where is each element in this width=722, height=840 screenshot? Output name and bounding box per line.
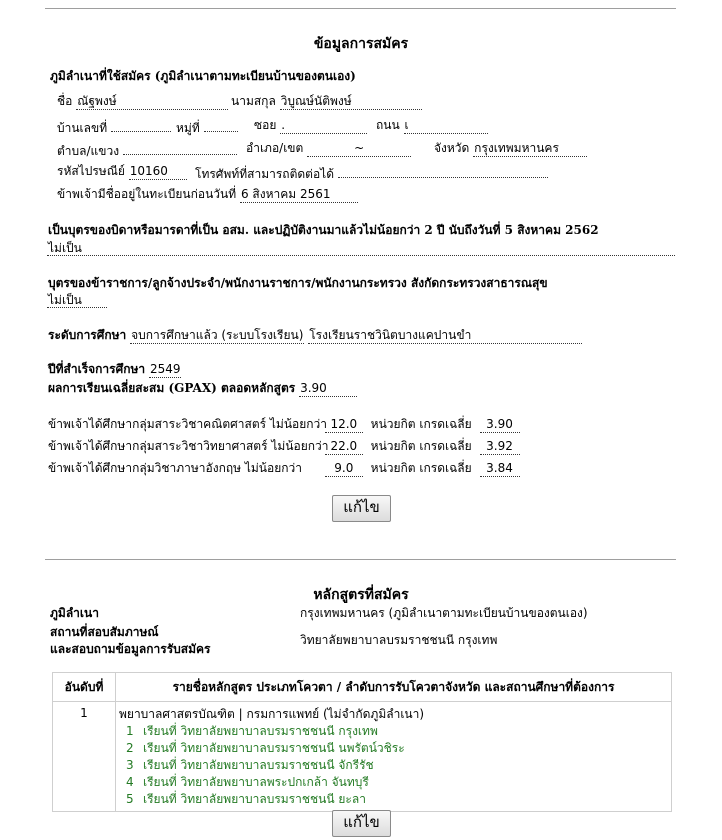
subject-row [48, 437, 520, 456]
subject-unit-label: หน่วยกิต เกรดเฉลี่ย [370, 439, 472, 453]
moo-label: หมู่ที่ [176, 121, 200, 135]
postcode-field [57, 162, 187, 181]
last-name-value: วิบูณษ์นัติพงษ์ [280, 94, 422, 110]
section-divider [45, 559, 676, 560]
province-label: จังหวัด [434, 141, 470, 155]
subject-unit-label: หน่วยกิต เกรดเฉลี่ย [370, 461, 472, 475]
top-divider [45, 8, 676, 9]
program-domicile-value: กรุงเทพมหานคร (ภูมิลำเนาตามทะเบียนบ้านของตนเอง) [300, 606, 588, 620]
choice-item [119, 723, 668, 740]
district-field [246, 139, 411, 158]
soi-field [254, 116, 367, 135]
school-name: โรงเรียนราชวินิตบางแคปานขำ [308, 328, 582, 344]
subject-grade: 3.84 [480, 461, 520, 477]
soi-value: . [280, 118, 367, 134]
subject-credits: 9.0 [325, 461, 363, 477]
moo-field [176, 116, 238, 138]
house-no-label: บ้านเลขที่ [57, 121, 108, 135]
province-value: กรุงเทพมหานคร [473, 141, 587, 157]
phone-value [338, 162, 548, 178]
edit-program-button[interactable]: แก้ไข [332, 810, 391, 837]
choice-item [119, 757, 668, 774]
house-no-field [57, 116, 171, 138]
name-row [57, 92, 228, 111]
program-heading: หลักสูตรที่สมัคร [313, 587, 409, 603]
choice-item [119, 740, 668, 757]
applicant-heading: ข้อมูลการสมัคร [313, 36, 409, 52]
gpax-row [48, 379, 357, 398]
district-value: ~ [307, 141, 411, 157]
grad-year-label: ปีที่สำเร็จการศึกษา [48, 362, 146, 376]
col-name-header: รายชื่อหลักสูตร ประเภทโควตา / ลำดับการรับโควตาจังหวัด และสถานศึกษาที่ต้องการ [116, 673, 672, 702]
subject-row [48, 459, 520, 478]
education-row [48, 326, 582, 345]
program-cell [116, 702, 672, 812]
choice-text: เรียนที่ วิทยาลัยพยาบาลบรมราชชนนี จักรีรัช [143, 758, 374, 772]
subject-grade: 3.90 [480, 417, 520, 433]
first-name-label: ชื่อ [57, 94, 73, 108]
soi-label: ซอย [254, 118, 277, 132]
district-label: อำเภอ/เขต [246, 141, 304, 155]
phone-label: โทรศัพท์ที่สามารถติดต่อได้ [195, 167, 334, 181]
postcode-label: รหัสไปรษณีย์ [57, 164, 125, 178]
subject-credits: 12.0 [325, 417, 363, 433]
choice-item [119, 774, 668, 791]
choice-text: เรียนที่ วิทยาลัยพยาบาลบรมราชชนนี ยะลา [143, 792, 366, 806]
q1-underline [47, 254, 675, 256]
parent-volunteer-answer: ไม่เป็น [48, 241, 82, 255]
subdistrict-field [57, 139, 237, 161]
domicile-label: ภูมิลำเนาที่ใช้สมัคร (ภูมิลำเนาตามทะเบียนบ้านของตนเอง) [50, 69, 356, 83]
residence-date: 6 สิงหาคม 2561 [240, 187, 358, 203]
program-table [52, 672, 672, 812]
first-name-value: ณัฐพงษ์ [76, 94, 228, 110]
road-value: เ [404, 118, 488, 134]
civil-servant-question: บุตรของข้าราชการ/ลูกจ้างประจำ/พนักงานราชการ/พนักงานกระทรวง สังกัดกระทรวงสาธารณสุข [48, 276, 548, 290]
col-rank-header: อันดับที่ [53, 673, 116, 702]
subject-label: ข้าพเจ้าได้ศึกษากลุ่มวิชาภาษาอังกฤษ ไม่น้อยกว่า [48, 461, 302, 475]
gpax-value: 3.90 [299, 381, 357, 397]
program-name: พยาบาลศาสตรบัณฑิต | กรมการแพทย์ (ไม่จำกัดภูมิลำเนา) [119, 707, 425, 721]
education-label: ระดับการศึกษา [48, 328, 127, 342]
road-label: ถนน [376, 118, 400, 132]
province-field [434, 139, 587, 158]
road-field [376, 116, 488, 135]
choice-text: เรียนที่ วิทยาลัยพยาบาลพระปกเกล้า จันทบุรี [143, 775, 369, 789]
choice-number: 3 [126, 758, 134, 772]
moo-value [204, 116, 238, 132]
subject-label: ข้าพเจ้าได้ศึกษากลุ่มสาระวิชาวิทยาศาสตร์ ไม่น้อยกว่า [48, 439, 329, 453]
table-row [53, 702, 672, 812]
exam-location-label: สถานที่สอบสัมภาษณ์ [50, 625, 159, 639]
gpax-label: ผลการเรียนเฉลี่ยสะสม (GPAX) ตลอดหลักสูตร [48, 381, 296, 395]
last-name-label: นามสกุล [231, 94, 276, 108]
civil-servant-answer: ไม่เป็น [48, 293, 82, 307]
choice-number: 4 [126, 775, 134, 789]
choice-item [119, 791, 668, 808]
parent-volunteer-question: เป็นบุตรของบิดาหรือมารดาที่เป็น อสม. และปฏิบัติงานมาแล้วไม่น้อยกว่า 2 ปี นับถึงวันที่ 5 สิงหาคม 2562 [48, 223, 599, 237]
residence-field [57, 185, 358, 204]
subject-unit-label: หน่วยกิต เกรดเฉลี่ย [370, 417, 472, 431]
choice-number: 1 [126, 724, 134, 738]
last-name-row [231, 92, 422, 111]
choice-text: เรียนที่ วิทยาลัยพยาบาลบรมราชชนนี นพรัตน์วชิระ [143, 741, 405, 755]
q2-underline [47, 306, 107, 308]
subject-label: ข้าพเจ้าได้ศึกษากลุ่มสาระวิชาคณิตศาสตร์ ไม่น้อยกว่า [48, 417, 327, 431]
choice-number: 2 [126, 741, 134, 755]
exam-location-value: วิทยาลัยพยาบาลบรมราชชนนี กรุงเทพ [300, 633, 498, 647]
grad-year-row [48, 360, 181, 379]
postcode-value: 10160 [129, 164, 187, 180]
table-header-row [53, 673, 672, 702]
choice-text: เรียนที่ วิทยาลัยพยาบาลบรมราชชนนี กรุงเทพ [143, 724, 378, 738]
exam-location-label-2: และสอบถามข้อมูลการรับสมัคร [50, 642, 211, 656]
rank-cell: 1 [53, 702, 116, 812]
residence-label: ข้าพเจ้ามีชื่ออยู่ในทะเบียนก่อนวันที่ [57, 187, 237, 201]
subject-row [48, 415, 520, 434]
subject-credits: 22.0 [325, 439, 363, 455]
house-no-value [111, 116, 171, 132]
subdistrict-label: ตำบล/แขวง [57, 144, 120, 158]
program-domicile-label: ภูมิลำเนา [50, 606, 99, 620]
phone-field [195, 162, 548, 184]
edit-applicant-button[interactable]: แก้ไข [332, 495, 391, 522]
subject-grade: 3.92 [480, 439, 520, 455]
education-value: จบการศึกษาแล้ว (ระบบโรงเรียน) [131, 328, 304, 342]
subdistrict-value [123, 139, 237, 155]
choice-number: 5 [126, 792, 134, 806]
grad-year-value: 2549 [149, 362, 181, 376]
